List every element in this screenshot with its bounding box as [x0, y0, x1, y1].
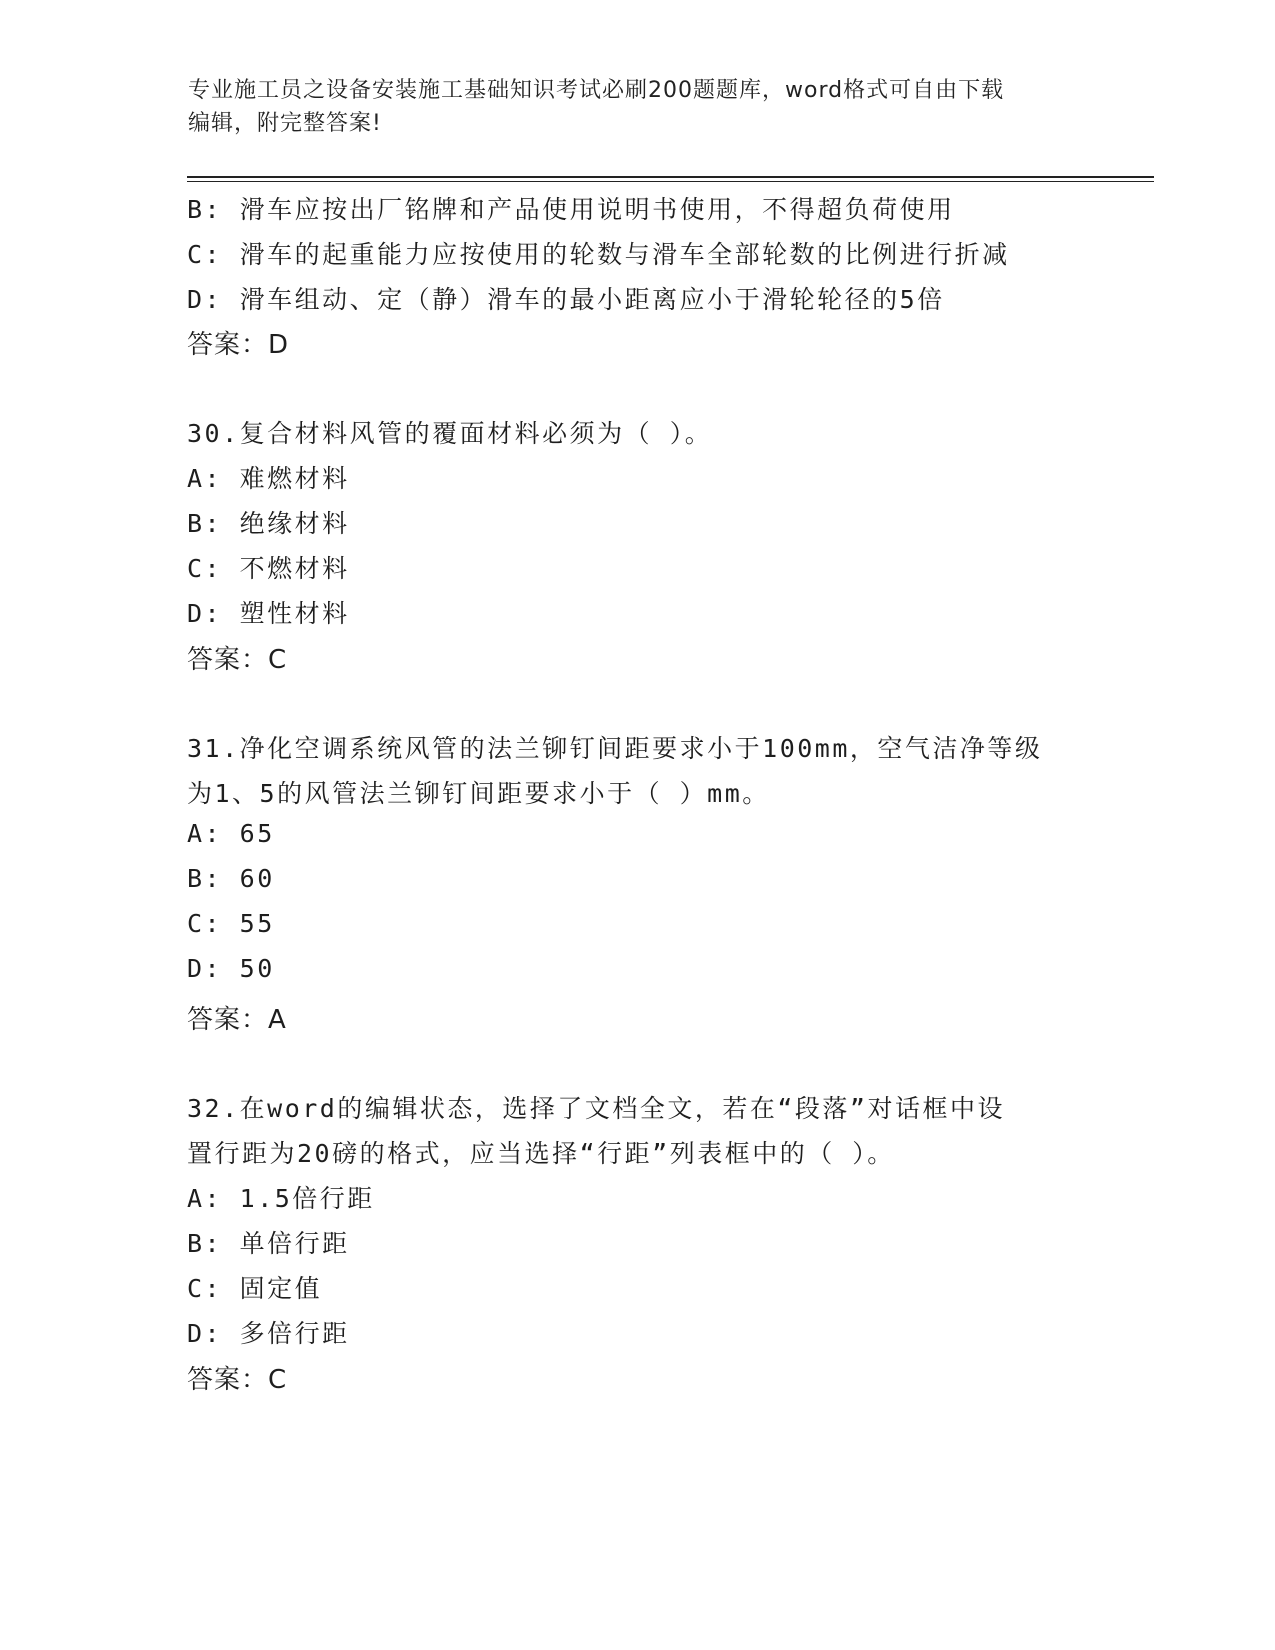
- document-header: [188, 74, 1068, 140]
- q30-answer: 答案：C: [187, 645, 288, 675]
- q31-stem-line-1: 31.净化空调系统风管的法兰铆钉间距要求小于100mm，空气洁净等级: [187, 734, 1043, 763]
- q31-answer: 答案：A: [187, 1005, 287, 1035]
- q31-option-d: D: 50: [187, 954, 275, 983]
- q32-option-c: C: 固定值: [187, 1274, 323, 1303]
- q32-answer: 答案：C: [187, 1365, 288, 1395]
- q31-option-b: B: 60: [187, 864, 275, 893]
- q32-option-a: A: 1.5倍行距: [187, 1184, 375, 1213]
- q32-option-b: B: 单倍行距: [187, 1229, 350, 1258]
- q29-option-b: B: 滑车应按出厂铭牌和产品使用说明书使用，不得超负荷使用: [187, 195, 955, 224]
- header-title-line-2: 编辑，附完整答案!: [188, 111, 382, 136]
- q29-option-d: D: 滑车组动、定（静）滑车的最小距离应小于滑轮轮径的5倍: [187, 285, 945, 314]
- q30-option-d: D: 塑性材料: [187, 599, 350, 628]
- q29-answer: 答案：D: [187, 330, 290, 360]
- q30-option-c: C: 不燃材料: [187, 554, 350, 583]
- q30-stem: 30.复合材料风管的覆面材料必须为（ ）。: [187, 419, 713, 448]
- q32-stem-line-1: 32.在word的编辑状态，选择了文档全文，若在“段落”对话框中设: [187, 1094, 1005, 1123]
- q30-option-a: A: 难燃材料: [187, 464, 350, 493]
- q31-option-c: C: 55: [187, 909, 275, 938]
- header-title-line-1: 专业施工员之设备安装施工基础知识考试必刷200题题库，word格式可自由下载: [188, 78, 1005, 103]
- q31-option-a: A: 65: [187, 819, 275, 848]
- q30-option-b: B: 绝缘材料: [187, 509, 350, 538]
- q31-stem-line-2: 为1、5的风管法兰铆钉间距要求小于（ ）mm。: [187, 779, 770, 808]
- q32-stem-line-2: 置行距为20磅的格式，应当选择“行距”列表框中的（ ）。: [187, 1139, 895, 1168]
- q29-option-c: C: 滑车的起重能力应按使用的轮数与滑车全部轮数的比例进行折减: [187, 240, 1010, 269]
- q32-option-d: D: 多倍行距: [187, 1319, 350, 1348]
- header-divider: [187, 176, 1154, 182]
